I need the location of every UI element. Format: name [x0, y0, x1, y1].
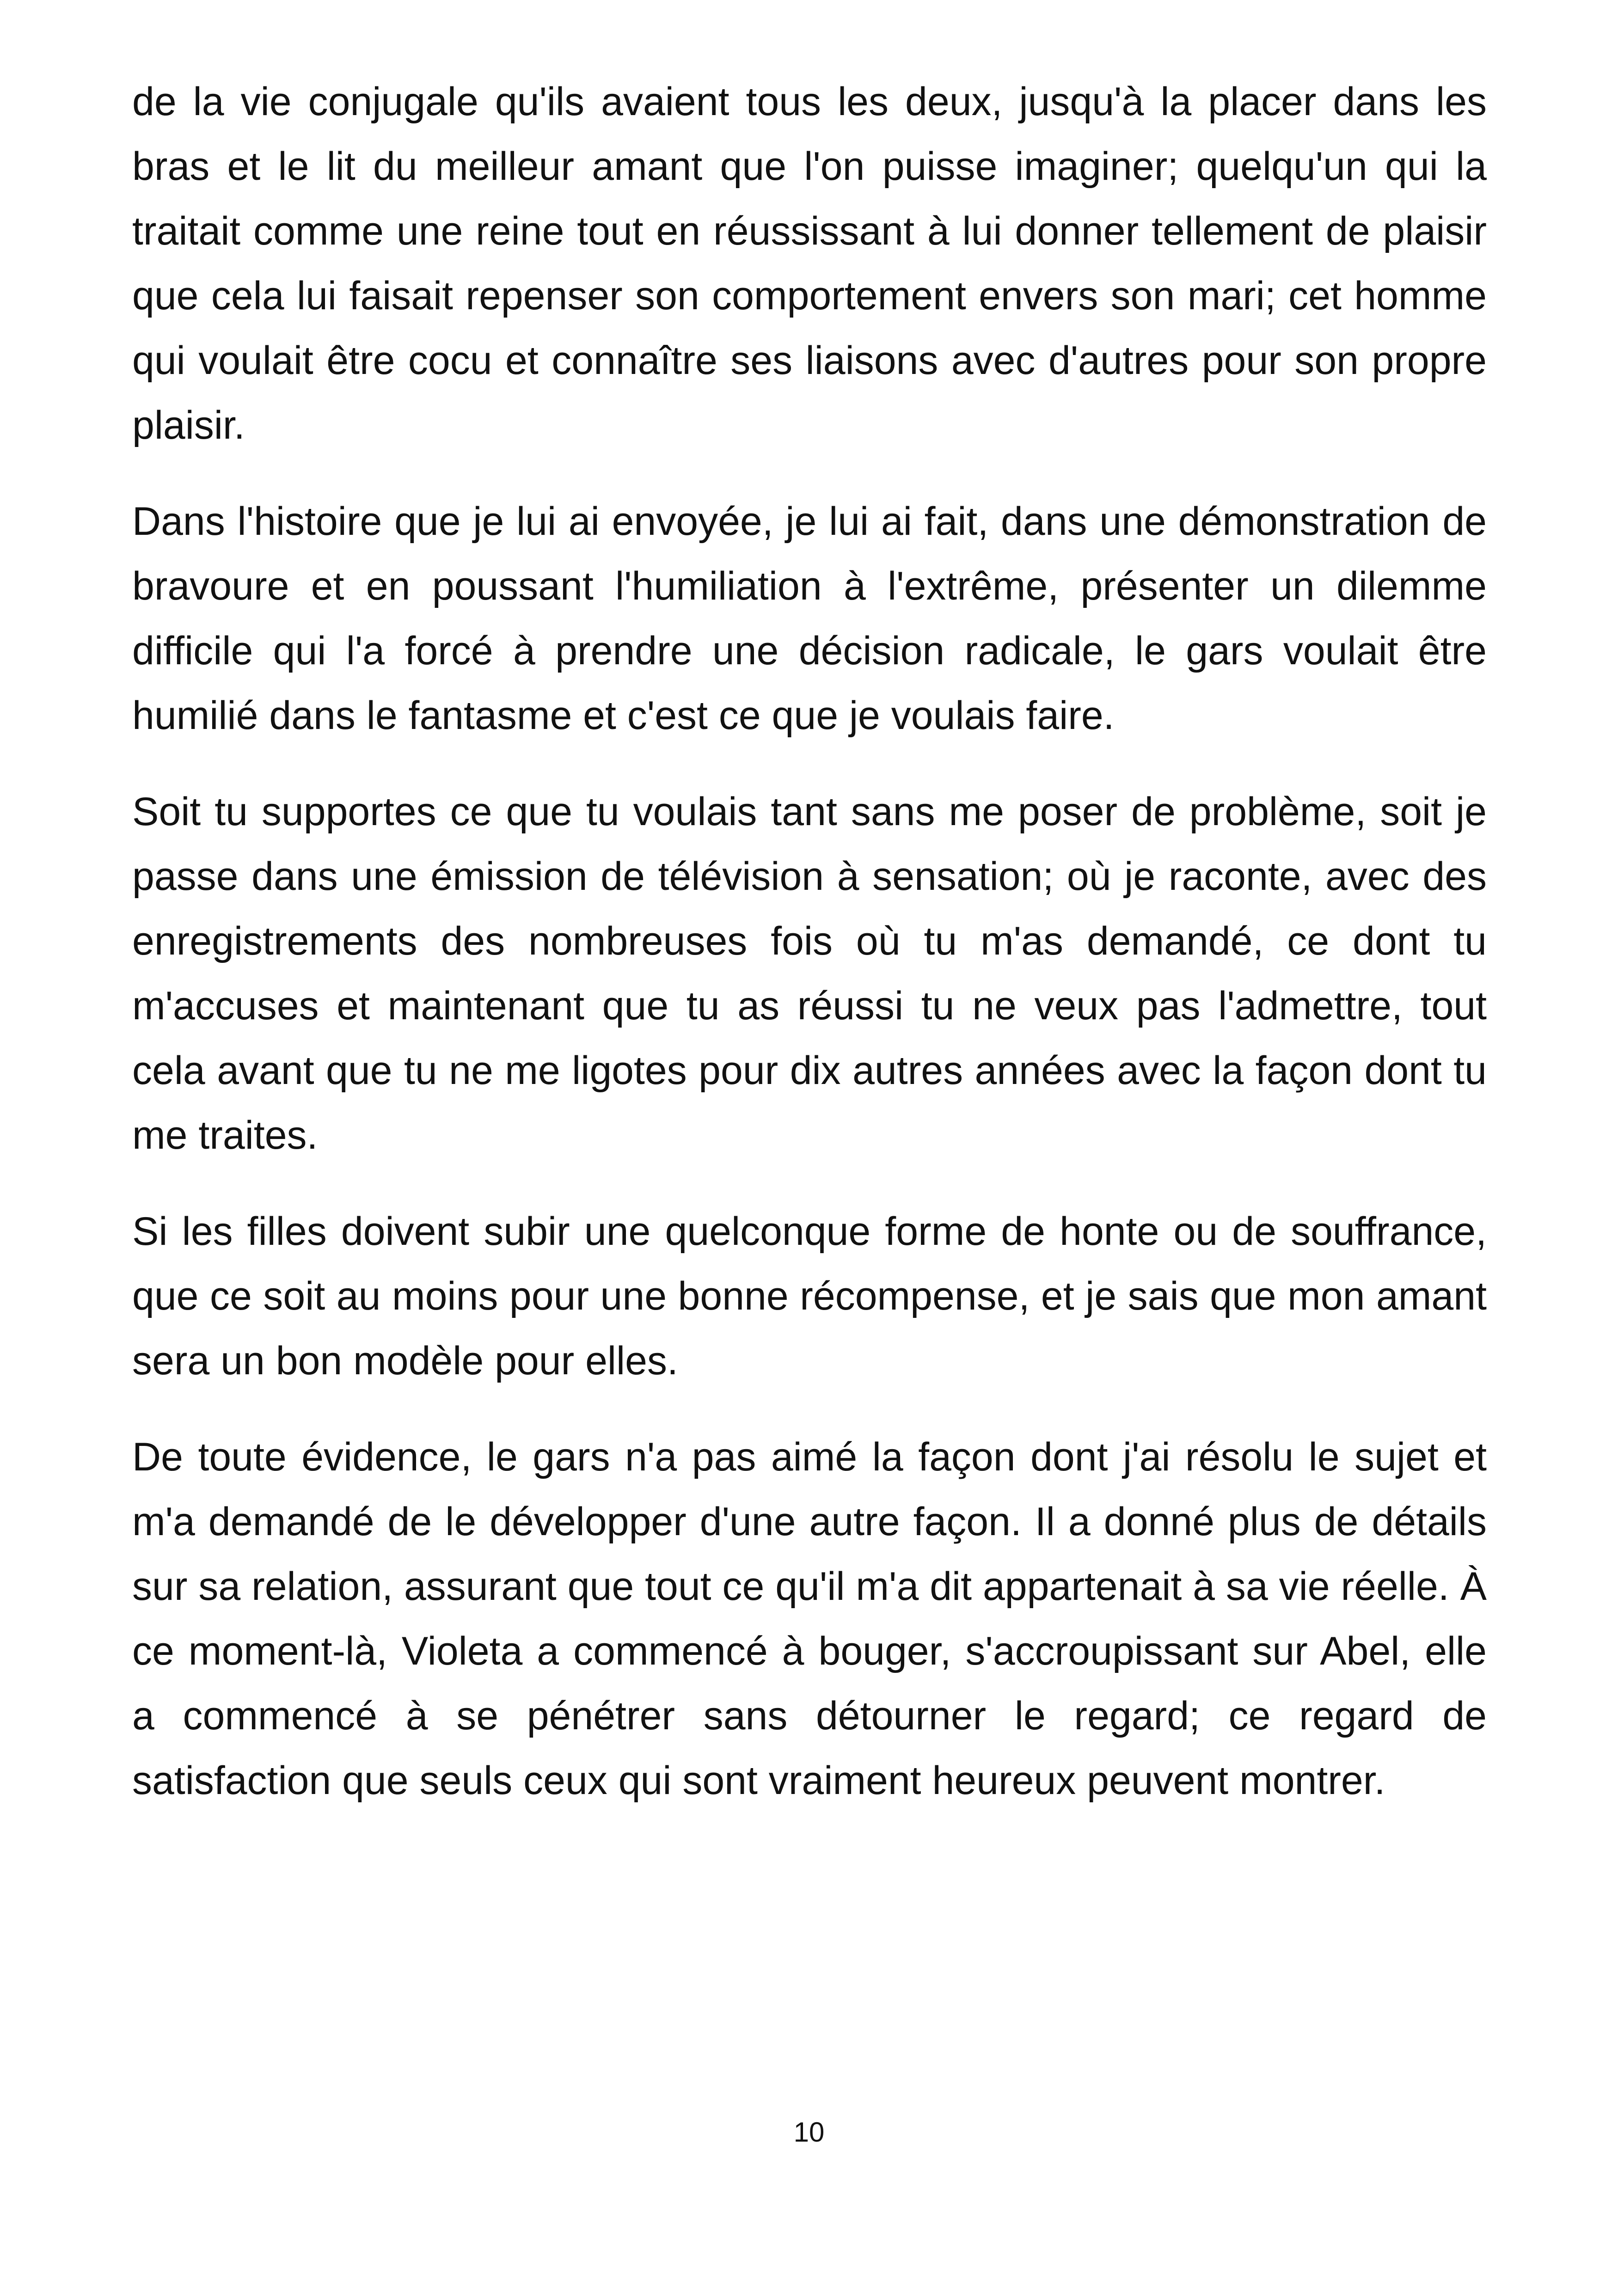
paragraph-2: Dans l'histoire que je lui ai envoyée, je lui ai fait, dans une démonstration de bravoure et en poussant l'humiliation à l'extrême, présenter un dilemme difficile qui l'a forcé à prendre une décision radicale, le gars voulait être humilié dans le fantasme et c'est ce que je voulais faire.: [132, 499, 1487, 738]
paragraph-1: de la vie conjugale qu'ils avaient tous les deux, jusqu'à la placer dans les bras et le lit du meilleur amant que l'on puisse imaginer; quelqu'un qui la traitait comme une reine tout en réussissant à lui donner tellement de plaisir que cela lui faisait repenser son comportement envers son mari; cet homme qui voulait être cocu et connaître ses liaisons avec d'autres pour son propre plaisir.: [132, 80, 1487, 447]
paragraph-5: De toute évidence, le gars n'a pas aimé la façon dont j'ai résolu le sujet et m'a demandé de le développer d'une autre façon. Il a donné plus de détails sur sa relation, assurant que tout ce qu'il m'a dit appartenait à sa vie réelle. À ce moment-là, Violeta a commencé à bouger, s'accroupissant sur Abel, elle a commencé à se pénétrer sans détourner le regard; ce regard de satisfaction que seuls ceux qui sont vraiment heureux peuvent montrer.: [132, 1435, 1487, 1803]
body-text: [132, 69, 1487, 1844]
paragraph-4: Si les filles doivent subir une quelconque forme de honte ou de souffrance, que ce soit au moins pour une bonne récompense, et je sais que mon amant sera un bon modèle pour elles.: [132, 1209, 1487, 1383]
page-number: 10: [793, 2117, 825, 2148]
paragraph-3: Soit tu supportes ce que tu voulais tant sans me poser de problème, soit je passe dans une émission de télévision à sensation; où je raconte, avec des enregistrements des nombreuses fois où tu m'as demandé, ce dont tu m'accuses et maintenant que tu as réussi tu ne veux pas l'admettre, tout cela avant que tu ne me ligotes pour dix autres années avec la façon dont tu me traites.: [132, 790, 1487, 1157]
